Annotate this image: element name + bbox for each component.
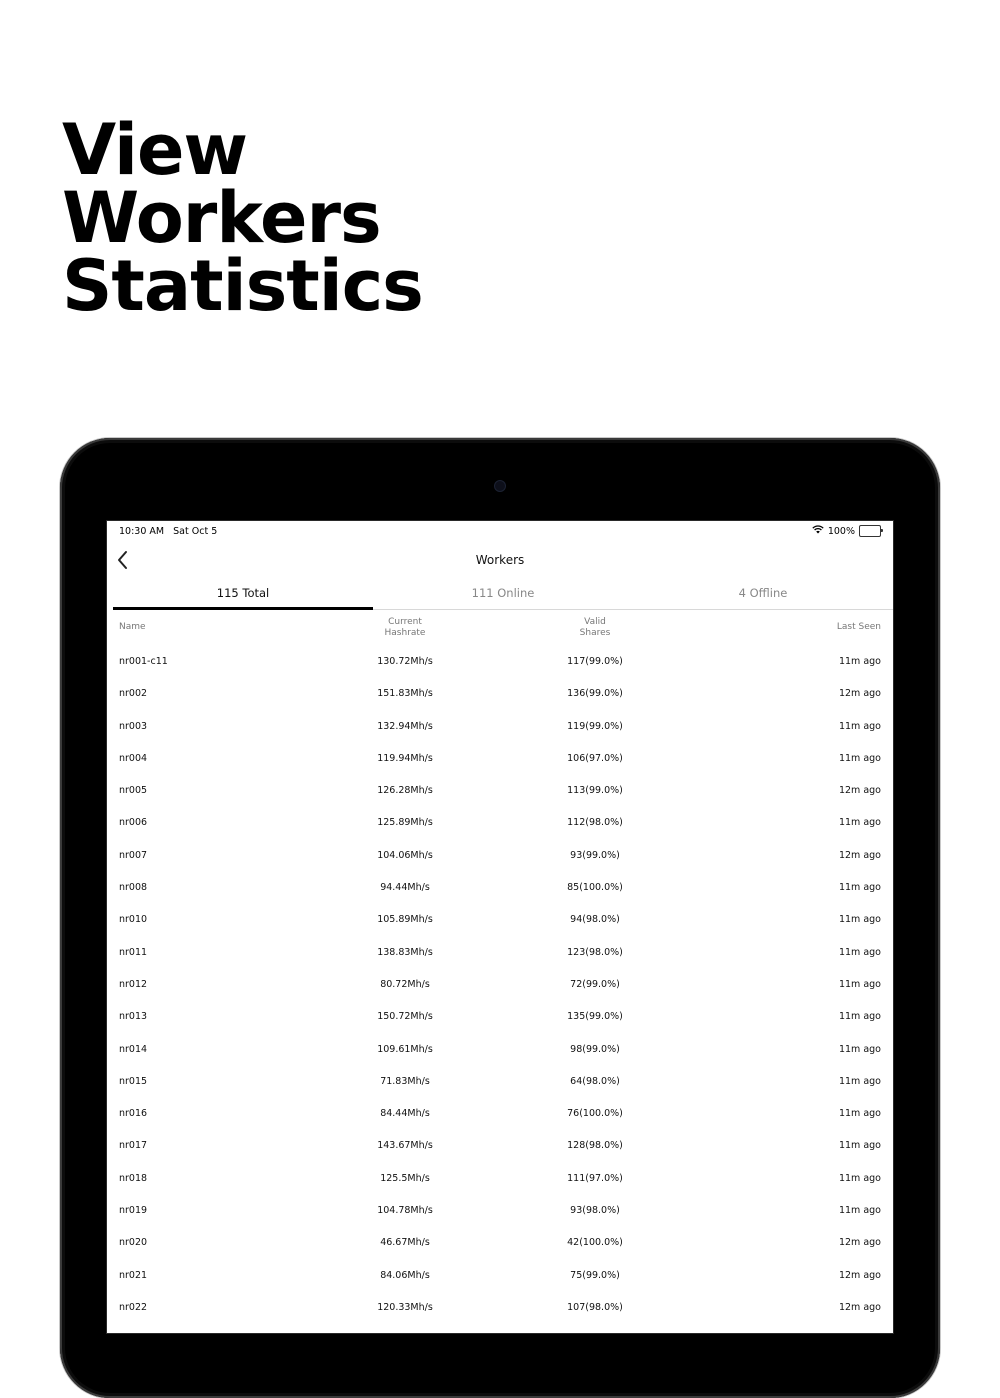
worker-hashrate: 94.44Mh/s xyxy=(380,882,430,894)
status-bar xyxy=(107,521,893,543)
worker-last-seen: 11m ago xyxy=(838,914,881,926)
worker-last-seen: 11m ago xyxy=(838,978,881,990)
worker-hashrate: 125.89Mh/s xyxy=(377,817,433,829)
tab-online[interactable]: 111 Online xyxy=(471,586,535,600)
worker-last-seen: 11m ago xyxy=(838,946,881,958)
table-row[interactable] xyxy=(107,968,893,1000)
worker-last-seen: 11m ago xyxy=(838,752,881,764)
column-header-hashrate-line: Hashrate xyxy=(384,627,426,638)
worker-last-seen: 12m ago xyxy=(838,1269,881,1281)
worker-hashrate: 71.83Mh/s xyxy=(380,1075,430,1087)
worker-last-seen: 12m ago xyxy=(838,1301,881,1313)
worker-hashrate: 84.44Mh/s xyxy=(380,1108,430,1120)
column-header-shares-line: Shares xyxy=(579,627,611,638)
worker-last-seen: 11m ago xyxy=(838,1011,881,1023)
column-header-hashrate-line: Current xyxy=(388,617,422,627)
worker-name: nr020 xyxy=(119,1237,148,1249)
table-row[interactable] xyxy=(107,1129,893,1161)
table-row[interactable] xyxy=(107,806,893,838)
worker-name: nr016 xyxy=(119,1108,148,1120)
table-row[interactable] xyxy=(107,936,893,968)
table-row[interactable] xyxy=(107,774,893,806)
worker-valid-shares: 94(98.0%) xyxy=(570,914,620,926)
worker-valid-shares: 128(98.0%) xyxy=(567,1140,623,1152)
worker-hashrate: 120.33Mh/s xyxy=(377,1301,433,1313)
worker-name: nr019 xyxy=(119,1205,148,1217)
worker-valid-shares: 111(97.0%) xyxy=(567,1172,623,1184)
worker-hashrate: 46.67Mh/s xyxy=(380,1237,430,1249)
table-row[interactable] xyxy=(107,1291,893,1323)
table-row[interactable] xyxy=(107,1226,893,1258)
headline-line: View xyxy=(62,109,248,191)
worker-last-seen: 12m ago xyxy=(838,688,881,700)
worker-hashrate: 125.5Mh/s xyxy=(380,1172,430,1184)
worker-valid-shares: 107(98.0%) xyxy=(567,1301,623,1313)
worker-hashrate: 150.72Mh/s xyxy=(377,1011,433,1023)
worker-name: nr002 xyxy=(119,688,148,700)
column-header-hashrate[interactable] xyxy=(355,617,455,638)
worker-last-seen: 12m ago xyxy=(838,849,881,861)
worker-valid-shares: 85(100.0%) xyxy=(567,882,623,894)
worker-valid-shares: 76(100.0%) xyxy=(567,1108,623,1120)
table-row[interactable] xyxy=(107,1194,893,1226)
worker-valid-shares: 135(99.0%) xyxy=(567,1011,623,1023)
table-row[interactable] xyxy=(107,677,893,709)
worker-name: nr001-c11 xyxy=(119,656,168,667)
worker-last-seen: 11m ago xyxy=(838,720,881,732)
worker-hashrate: 119.94Mh/s xyxy=(377,752,433,764)
worker-last-seen: 12m ago xyxy=(838,785,881,797)
column-header-shares[interactable] xyxy=(545,617,645,638)
battery-percent: 100% xyxy=(827,525,855,537)
worker-name: nr022 xyxy=(119,1301,148,1313)
worker-hashrate: 132.94Mh/s xyxy=(377,720,433,732)
worker-last-seen: 11m ago xyxy=(838,882,881,894)
table-row[interactable] xyxy=(107,903,893,935)
worker-last-seen: 11m ago xyxy=(838,1075,881,1087)
worker-valid-shares: 93(99.0%) xyxy=(570,849,620,861)
table-row[interactable] xyxy=(107,1259,893,1291)
filter-tabs xyxy=(113,583,893,610)
worker-valid-shares: 98(99.0%) xyxy=(570,1043,620,1055)
status-indicators xyxy=(812,525,881,537)
worker-hashrate: 138.83Mh/s xyxy=(377,946,433,958)
worker-hashrate: 104.78Mh/s xyxy=(377,1205,433,1217)
worker-hashrate: 130.72Mh/s xyxy=(377,656,433,667)
headline xyxy=(62,109,423,327)
worker-last-seen: 11m ago xyxy=(838,1205,881,1217)
worker-name: nr005 xyxy=(119,785,148,797)
worker-name: nr003 xyxy=(119,720,148,732)
table-row[interactable] xyxy=(107,1000,893,1032)
worker-hashrate: 104.06Mh/s xyxy=(377,849,433,861)
worker-valid-shares: 64(98.0%) xyxy=(570,1075,620,1087)
table-row[interactable] xyxy=(107,839,893,871)
worker-name: nr004 xyxy=(119,752,148,764)
wifi-icon xyxy=(812,525,824,537)
worker-name: nr008 xyxy=(119,882,148,894)
table-row[interactable] xyxy=(107,645,893,677)
front-camera-icon xyxy=(495,481,505,491)
worker-valid-shares: 117(99.0%) xyxy=(567,656,623,667)
worker-hashrate: 143.67Mh/s xyxy=(377,1140,433,1152)
worker-name: nr007 xyxy=(119,849,148,861)
worker-hashrate: 126.28Mh/s xyxy=(377,785,433,797)
worker-name: nr011 xyxy=(119,946,148,958)
battery-icon xyxy=(859,525,881,537)
worker-last-seen: 11m ago xyxy=(838,817,881,829)
worker-valid-shares: 42(100.0%) xyxy=(567,1237,623,1249)
column-header-shares-line: Valid xyxy=(584,617,606,627)
table-row[interactable] xyxy=(107,1097,893,1129)
worker-name: nr006 xyxy=(119,817,148,829)
worker-valid-shares: 112(98.0%) xyxy=(567,817,623,829)
worker-name: nr018 xyxy=(119,1172,148,1184)
worker-name: nr012 xyxy=(119,978,148,990)
table-row[interactable] xyxy=(107,742,893,774)
nav-bar xyxy=(107,543,893,579)
worker-hashrate: 151.83Mh/s xyxy=(377,688,433,700)
worker-last-seen: 11m ago xyxy=(838,656,881,667)
worker-valid-shares: 136(99.0%) xyxy=(567,688,623,700)
worker-last-seen: 11m ago xyxy=(838,1108,881,1120)
worker-last-seen: 11m ago xyxy=(838,1140,881,1152)
worker-name: nr017 xyxy=(119,1140,148,1152)
worker-name: nr010 xyxy=(119,914,148,926)
worker-hashrate: 84.06Mh/s xyxy=(380,1269,430,1281)
table-row[interactable] xyxy=(107,1033,893,1065)
worker-name: nr014 xyxy=(119,1043,148,1055)
worker-hashrate: 105.89Mh/s xyxy=(377,914,433,926)
worker-name: nr021 xyxy=(119,1269,148,1281)
table-row[interactable] xyxy=(107,1162,893,1194)
worker-last-seen: 11m ago xyxy=(838,1043,881,1055)
worker-valid-shares: 72(99.0%) xyxy=(570,978,620,990)
headline-line: Workers xyxy=(62,177,381,259)
headline-line: Statistics xyxy=(62,245,423,327)
worker-hashrate: 109.61Mh/s xyxy=(377,1043,433,1055)
table-row[interactable] xyxy=(107,1065,893,1097)
tab-total[interactable]: 115 Total xyxy=(113,583,373,609)
status-time: 10:30 AM Sat Oct 5 xyxy=(119,526,218,537)
worker-valid-shares: 106(97.0%) xyxy=(567,752,623,764)
app-screen xyxy=(106,520,894,1334)
table-body xyxy=(107,645,893,1323)
worker-name: nr015 xyxy=(119,1075,148,1087)
table-row[interactable] xyxy=(107,871,893,903)
column-header-last-seen[interactable]: Last Seen xyxy=(836,622,881,632)
worker-last-seen: 12m ago xyxy=(838,1237,881,1249)
worker-valid-shares: 113(99.0%) xyxy=(567,785,623,797)
worker-valid-shares: 123(98.0%) xyxy=(567,946,623,958)
worker-last-seen: 11m ago xyxy=(838,1172,881,1184)
page-title: Workers xyxy=(475,553,525,567)
table-header xyxy=(107,615,893,645)
worker-hashrate: 80.72Mh/s xyxy=(380,978,430,990)
worker-name: nr013 xyxy=(119,1011,148,1023)
worker-valid-shares: 75(99.0%) xyxy=(570,1269,620,1281)
tab-offline[interactable]: 4 Offline xyxy=(738,586,788,600)
workers-table xyxy=(107,615,893,1323)
table-row[interactable] xyxy=(107,710,893,742)
worker-valid-shares: 93(98.0%) xyxy=(570,1205,620,1217)
worker-valid-shares: 119(99.0%) xyxy=(567,720,623,732)
column-header-name[interactable]: Name xyxy=(119,622,146,632)
